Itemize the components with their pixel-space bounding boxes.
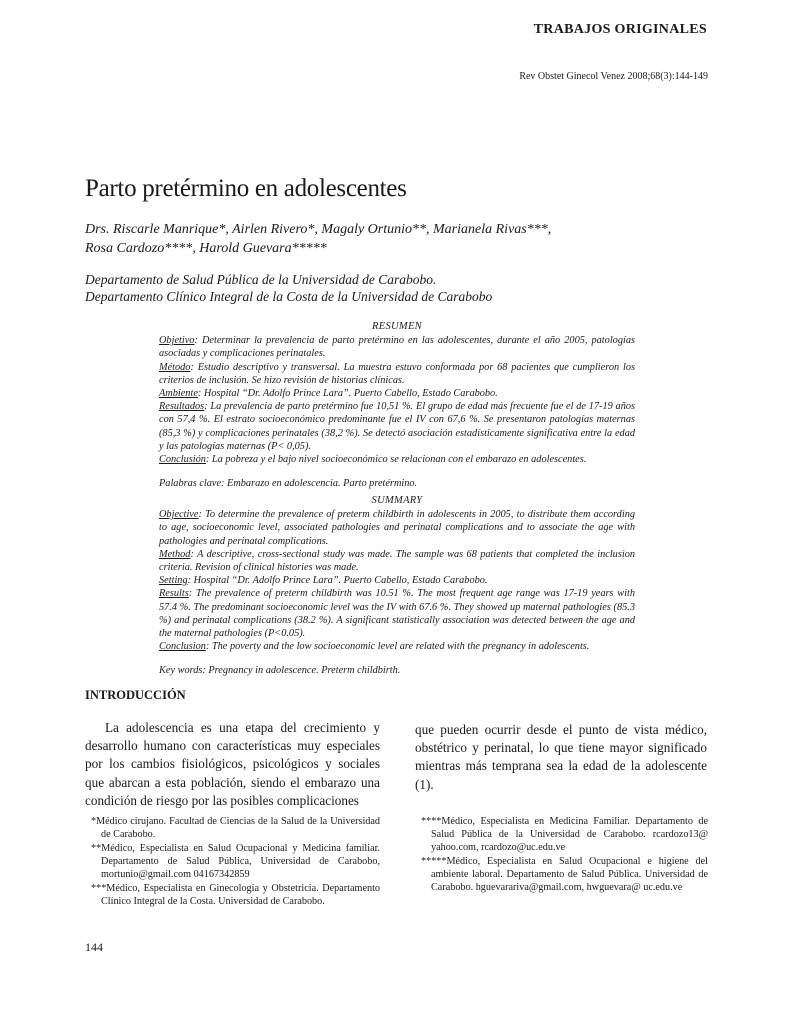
- footnote-2: **Médico, Especialista en Salud Ocupacional y Medicina familiar. Departamento de Salud Pública, Universidad de Carabobo, mortunio@gmail.com 04167342859: [91, 843, 380, 880]
- affiliations: [85, 271, 685, 305]
- summary-results: [159, 587, 635, 640]
- summary-results-text: : The prevalence of preterm childbirth was 10.51 %. The most frequent age range was 17-19 years with 57.4 %. The predominant socioeconomic level was the IV with 67.6 %. They showed up maternal pathologies (85.3 %) and perinatal complications (38.2 %). A significant statistically association was detected between the age and the maternal pathologies (P<0.05).: [159, 588, 635, 640]
- summary-conclusion-label: Conclusion: [159, 641, 206, 653]
- summary-heading: SUMMARY: [371, 495, 423, 506]
- authors-line-2: Rosa Cardozo****, Harold Guevara*****: [85, 241, 327, 256]
- summary-objective-label: Objective: [159, 509, 199, 521]
- resumen-resultados-text: : La prevalencia de parto pretérmino fue 10,51 %. El grupo de edad más frecuente fue el de 17-19 años con 57,4 %. El estrato socioeconómico predominante fue el IV con 67,6 %. Se presentaron patologías maternas (85,3 %) y complicaciones perinatales (38,2 %). Se detectó asociación estadísticamente significativa entre la edad y las patologías maternas (P< 0,05).: [159, 401, 635, 452]
- intro-paragraph-left: La adolescencia es una etapa del crecimiento y desarrollo humano con características muy especiales por los cambios fisiológicos, psicológicos y sociales que abarcan a esta población, siendo el embarazo una condición de riesgo por las posibles complicaciones: [85, 720, 380, 808]
- affiliation-1: Departamento de Salud Pública de la Universidad de Carabobo.: [85, 272, 437, 287]
- resumen-conclusion-text: : La pobreza y el bajo nivel socioeconómico se relacionan con el embarazo en adolescentes.: [205, 454, 587, 466]
- resumen-objetivo: [159, 334, 635, 360]
- resumen-heading: RESUMEN: [372, 321, 422, 332]
- footnote-3: ***Médico, Especialista en Ginecología y Obstetricia. Departamento Clínico Integral de la Costa. Universidad de Carabobo.: [91, 883, 380, 907]
- resumen-metodo: [159, 361, 635, 387]
- resumen-metodo-text: : Estudio descriptivo y transversal. La muestra estuvo conformada por 68 pacientes que cumplieron los criterios de inclusión. Se hizo revisión de historias clínicas.: [159, 361, 635, 386]
- summary-block: [159, 494, 635, 678]
- author-list: [85, 220, 645, 258]
- resumen-metodo-label: Método: [159, 361, 191, 373]
- resumen-resultados: [159, 400, 635, 453]
- resumen-resultados-label: Resultados: [159, 401, 205, 413]
- summary-setting-text: : Hospital “Dr. Adolfo Prince Lara”. Puerto Cabello, Estado Carabobo.: [187, 575, 488, 587]
- journal-section-label: TRABAJOS ORIGINALES: [533, 22, 707, 37]
- summary-setting-label: Setting: [159, 575, 188, 587]
- journal-citation: Rev Obstet Ginecol Venez 2008;68(3):144-149: [519, 71, 708, 82]
- resumen-conclusion: [159, 453, 635, 466]
- footnotes-left: [85, 815, 380, 909]
- summary-results-label: Results: [159, 588, 189, 600]
- footnote-4: ****Médico, Especialista en Medicina Familiar. Departamento de Salud Pública de la Universidad de Carabobo. rcardozo13@ yahoo.com, rcardozo@uc.edu.ve: [421, 816, 708, 853]
- summary-method-label: Method: [159, 548, 191, 560]
- footnote-5: *****Médico, Especialista en Salud Ocupacional e higiene del ambiente laboral. Departamento de Salud Pública. Universidad de Carabobo. hguevarariva@gmail.com, hwguevara@ uc.edu.ve: [421, 856, 708, 893]
- summary-method-text: : A descriptive, cross-sectional study was made. The sample was 68 patients that completed the inclusion criteria. Revision of clinical histories was made.: [159, 548, 635, 574]
- footnotes-right: [415, 815, 708, 895]
- intro-paragraph-right: que pueden ocurrir desde el punto de vista médico, obstétrico y perinatal, lo que tiene mayor significado mientras más temprana sea la edad de la adolescente (1).: [415, 722, 707, 792]
- summary-conclusion-text: : The poverty and the low socioeconomic level are related with the pregnancy in adolescents.: [205, 641, 590, 653]
- resumen-keywords: Palabras clave: Embarazo en adolescencia. Parto pretérmino.: [159, 478, 418, 490]
- resumen-objetivo-label: Objetivo: [159, 335, 195, 347]
- resumen-block: [159, 320, 635, 490]
- summary-objective: [159, 508, 635, 548]
- summary-conclusion: [159, 640, 635, 653]
- resumen-ambiente-text: : Hospital “Dr. Adolfo Prince Lara”. Puerto Cabello, Estado Carabobo.: [197, 388, 498, 400]
- resumen-conclusion-label: Conclusión: [159, 454, 206, 466]
- affiliation-2: Departamento Clínico Integral de la Costa de la Universidad de Carabobo: [85, 289, 493, 304]
- summary-keywords: Key words: Pregnancy in adolescence. Preterm childbirth.: [159, 665, 401, 677]
- article-title: Parto pretérmino en adolescentes: [85, 175, 407, 202]
- summary-setting: [159, 574, 635, 587]
- authors-line-1: Drs. Riscarle Manrique*, Airlen Rivero*, Magaly Ortunio**, Marianela Rivas***,: [85, 222, 552, 237]
- resumen-ambiente-label: Ambiente: [159, 388, 198, 400]
- footnote-1: *Médico cirujano. Facultad de Ciencias de la Salud de la Universidad de Carabobo.: [91, 816, 380, 840]
- summary-objective-text: : To determine the prevalence of preterm childbirth in adolescents in 2005, to distribute them according to age, socioeconomic level, associated pathologies and perinatal complications and to associate the age with pathologies and perinatal complications.: [159, 509, 635, 547]
- resumen-ambiente: [159, 387, 635, 400]
- page-number: 144: [85, 940, 103, 954]
- resumen-objetivo-text: : Determinar la prevalencia de parto pretérmino en las adolescentes, durante el año 2005, patologías asociadas y complicaciones perinatales.: [159, 335, 635, 360]
- summary-method: [159, 548, 635, 574]
- introduction-heading: INTRODUCCIÓN: [85, 688, 186, 702]
